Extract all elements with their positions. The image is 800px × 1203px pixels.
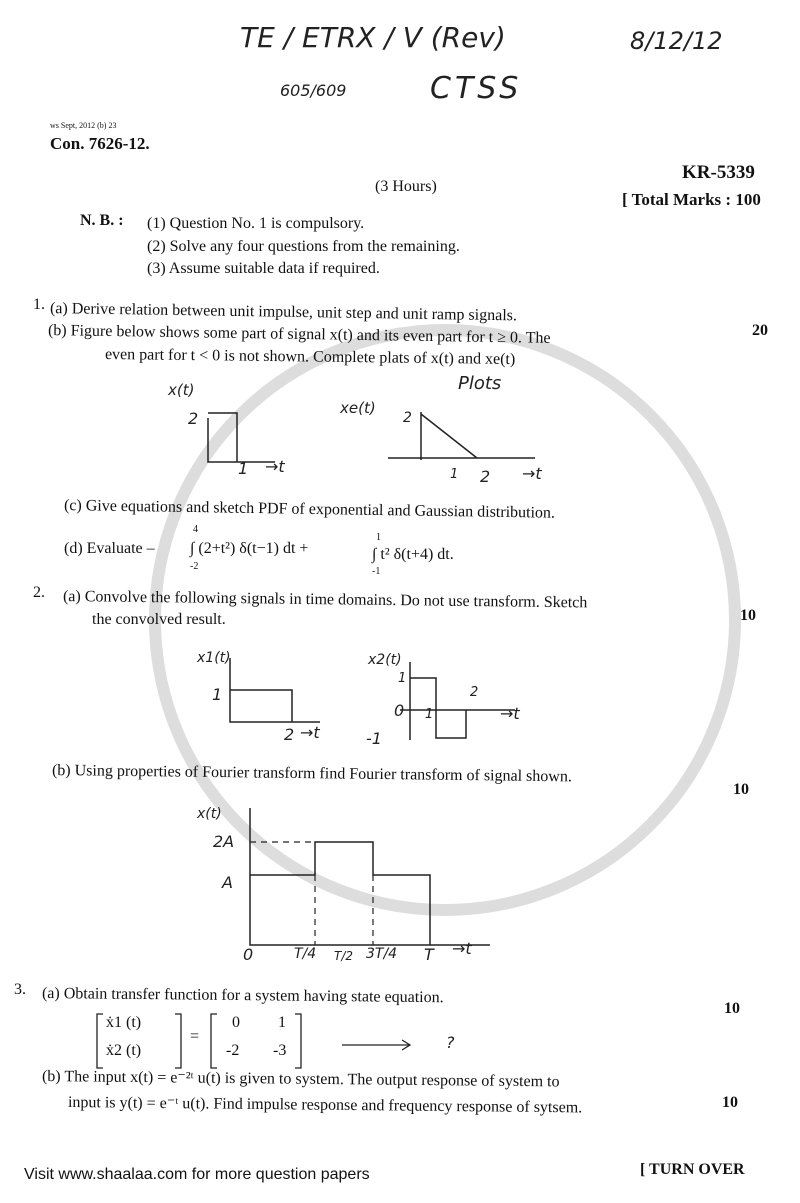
fig-b-y1: A	[222, 873, 233, 892]
q1c: (c) Give equations and sketch PDF of exponential and Gaussian distribution.	[63, 497, 556, 522]
fig-x2-x1: 1	[425, 707, 434, 722]
fig-b-x4: T	[424, 945, 434, 964]
q1b-correction: Plots	[458, 373, 502, 394]
handwritten-title: TE / ETRX / V (Rev)	[240, 21, 506, 54]
q3b-line1: (b) The input x(t) = e⁻²ᵗ u(t) is given to system. The output response of system to	[41, 1068, 560, 1091]
q1d-lim1-bot: -2	[190, 561, 199, 572]
question-mark: ?	[446, 1033, 455, 1052]
q2a-line2: the convolved result.	[92, 611, 226, 628]
fig-x2-y1: 1	[398, 671, 407, 686]
matrix-cell: 0	[232, 1014, 240, 1031]
fig1-x: 1	[238, 459, 249, 478]
handwritten-subject: CTSS	[430, 71, 523, 106]
fig-b-x0: 0	[243, 945, 254, 964]
fig-x1-x: 2	[284, 725, 295, 744]
fig-b-ylabel: x(t)	[197, 806, 222, 822]
nb-item: (1) Question No. 1 is compulsory.	[147, 215, 365, 232]
lhs-x2: ẋ2 (t)	[106, 1042, 142, 1059]
fig2-x1: 1	[450, 467, 459, 482]
fig1-xaxis: →t	[265, 457, 285, 476]
q3a-marks: 10	[724, 1000, 740, 1017]
print-ref: ws Sept, 2012 (b) 23	[50, 121, 117, 130]
q2a-line1: (a) Convolve the following signals in time domains. Do not use transform. Sketch	[62, 588, 588, 612]
q1d-lim2-top: 1	[376, 532, 381, 543]
matrix-cell: -2	[226, 1042, 240, 1059]
q1-marks: 20	[752, 322, 768, 339]
fig2-y: 2	[403, 410, 412, 426]
fig-x2-xaxis: →t	[500, 704, 520, 723]
fig-b-x1: T/4	[294, 946, 317, 962]
q1a: (a) Derive relation between unit impulse, unit step and unit ramp signals.	[49, 300, 518, 325]
fig2-xaxis: →t	[522, 464, 542, 483]
con-number: Con. 7626-12.	[50, 134, 150, 153]
arrow-icon	[340, 1035, 420, 1055]
q1b-line2: even part for t < 0 is not shown. Complete plats of x(t) and xe(t)	[104, 346, 516, 369]
handwritten-codes: 605/609	[280, 81, 347, 100]
fig-x1-ylabel: x1(t)	[197, 650, 231, 666]
q3-number: 3.	[14, 981, 26, 998]
fig-x2-ym: -1	[366, 729, 382, 748]
q2-number: 2.	[33, 584, 45, 601]
q1-number: 1.	[33, 296, 45, 313]
fig-x1-xaxis: →t	[300, 723, 320, 742]
q1b-line1: (b) Figure below shows some part of signal x(t) and its even part for t ≥ 0. The	[47, 322, 551, 347]
fig-b-x2: T/2	[334, 949, 354, 963]
matrix-cell: 1	[278, 1014, 286, 1031]
q1d-integral1: ∫ (2+t²) δ(t−1) dt +	[190, 540, 309, 557]
fig1-y: 2	[188, 409, 199, 428]
matrix-cell: -3	[273, 1042, 287, 1059]
duration: (3 Hours)	[375, 178, 437, 195]
fig-x1-y: 1	[212, 685, 223, 704]
figure-fourier-signal	[200, 800, 500, 960]
nb-item: (3) Assume suitable data if required.	[147, 260, 380, 277]
fig-b-y2: 2A	[213, 832, 235, 851]
nb-label: N. B. :	[80, 212, 124, 229]
q2b-marks: 10	[733, 781, 749, 798]
fig1-ylabel: x(t)	[168, 381, 195, 399]
q1d-lim2-bot: -1	[372, 566, 381, 577]
fig-x2-ylabel: x2(t)	[368, 652, 402, 668]
fig-x2-y0: 0	[394, 701, 405, 720]
equals: =	[190, 1028, 200, 1045]
footer-turn-over: [ TURN OVER	[640, 1161, 745, 1178]
q1d-integral2: ∫ t² δ(t+4) dt.	[372, 546, 454, 563]
footer-visit[interactable]: Visit www.shaalaa.com for more question papers	[24, 1166, 370, 1183]
fig-x2-x2: 2	[470, 685, 479, 700]
fig2-ylabel: xe(t)	[340, 399, 376, 417]
q3b-line2: input is y(t) = e⁻ᵗ u(t). Find impulse response and frequency response of sytsem.	[67, 1094, 583, 1117]
q1d-lim1-top: 4	[193, 524, 198, 535]
q2a-marks: 10	[740, 607, 756, 624]
q2b: (b) Using properties of Fourier transform find Fourier transform of signal shown.	[51, 762, 572, 786]
lhs-x1: ẋ1 (t)	[106, 1014, 142, 1031]
handwritten-date: 8/12/12	[630, 27, 723, 55]
fig2-x2: 2	[480, 467, 491, 486]
paper-code: KR-5339	[682, 162, 755, 183]
fig-b-xaxis: →t	[452, 939, 472, 958]
nb-item: (2) Solve any four questions from the remaining.	[147, 238, 460, 255]
q3a: (a) Obtain transfer function for a system having state equation.	[41, 985, 444, 1007]
q1d-label: (d) Evaluate –	[64, 540, 155, 557]
total-marks: [ Total Marks : 100	[622, 190, 761, 209]
q3b-marks: 10	[722, 1094, 738, 1111]
fig-b-x3: 3T/4	[366, 946, 398, 962]
